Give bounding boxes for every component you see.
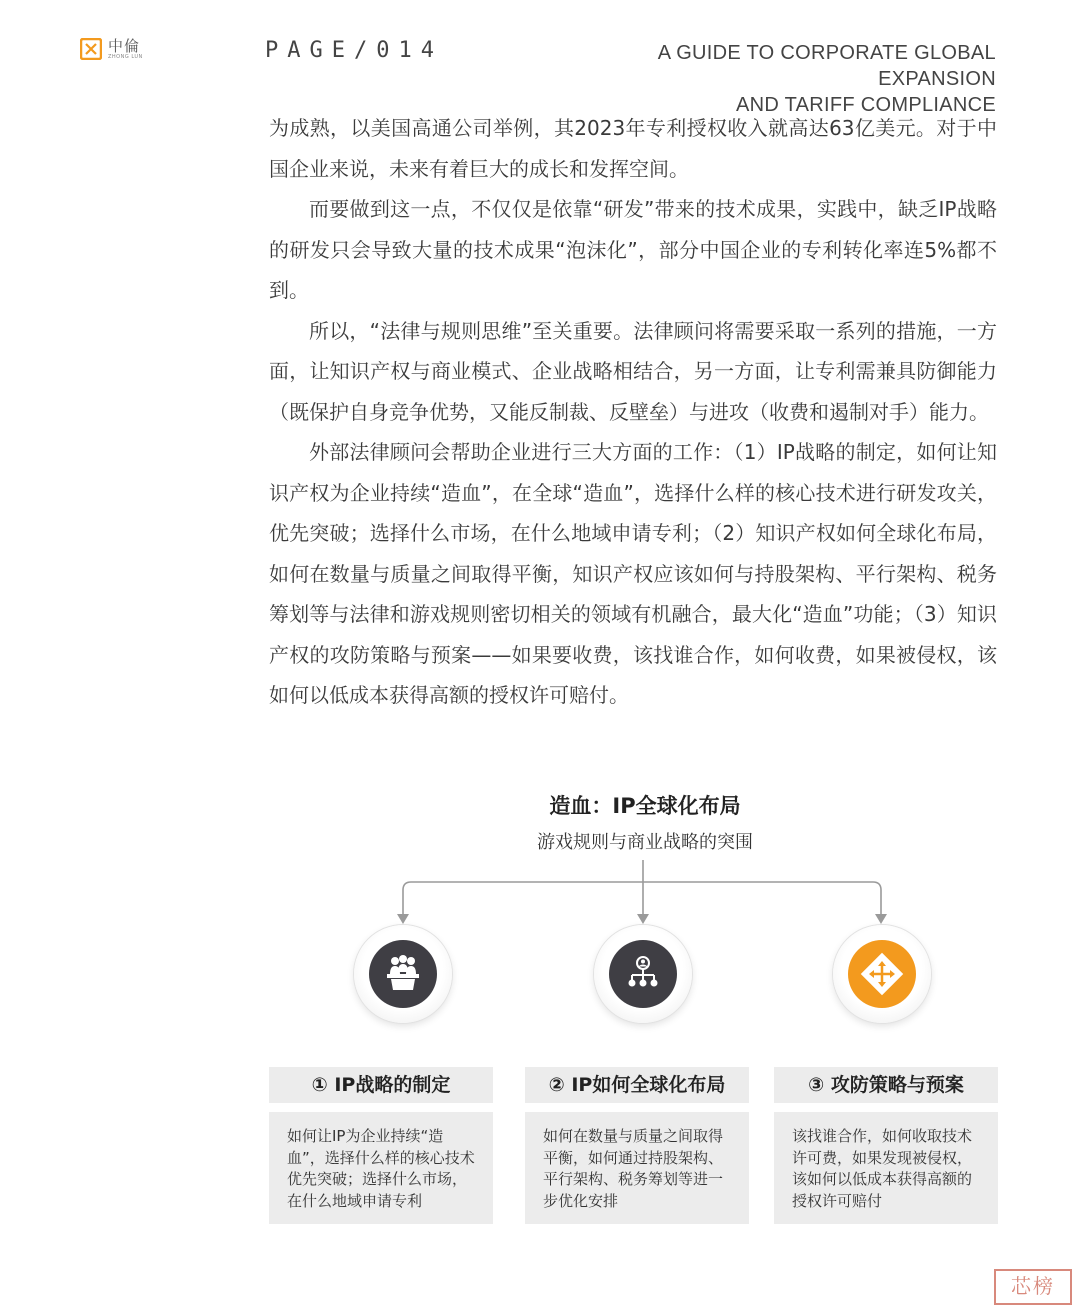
guide-title-line1: A GUIDE TO CORPORATE GLOBAL EXPANSION (657, 42, 996, 90)
paragraph-1: 而要做到这一点，不仅仅是依靠“研发”带来的技术成果，实践中，缺乏IP战略的研发只会导致大量的技术成果“泡沫化”，部分中国企业的专利转化率连5%都不到。 (269, 197, 997, 302)
circle-layout (594, 925, 692, 1023)
column-text-2: 如何在数量与质量之间取得平衡，如何通过持股架构、平行架构、税务筹划等进一步优化安排 (525, 1112, 749, 1224)
column-text-1: 如何让IP为企业持续“造血”，选择什么样的核心技术优先突破；选择什么市场，在什么地域申请专利 (269, 1112, 493, 1224)
circle-strategy (354, 925, 452, 1023)
column-heading-2: ② IP如何全球化布局 (525, 1067, 749, 1103)
column-heading-1: ① IP战略的制定 (269, 1067, 493, 1103)
logo-cn-text: 中倫 (108, 36, 141, 55)
logo-en-text: ZHONG LUN (108, 53, 143, 60)
meeting-podium-icon (381, 952, 425, 996)
strategy-arrows-icon (857, 949, 907, 999)
page-number: PAGE/014 (265, 38, 443, 63)
column-text-3: 该找谁合作，如何收取技术许可费，如果发现被侵权，该如何以低成本获得高额的授权许可赔付 (774, 1112, 998, 1224)
paragraph-0: 为成熟，以美国高通公司举例，其2023年专利授权收入就高达63亿美元。对于中国企业来说，未来有着巨大的成长和发挥空间。 (269, 116, 997, 181)
column-heading-3: ③ 攻防策略与预案 (774, 1067, 998, 1103)
diagram-title: 造血：IP全球化布局 (549, 794, 741, 818)
watermark-stamp: 芯榜 (994, 1269, 1072, 1305)
diagram-subtitle: 游戏规则与商业战略的突围 (537, 832, 753, 853)
circle-defense (833, 925, 931, 1023)
paragraph-3: 外部法律顾问会帮助企业进行三大方面的工作：（1）IP战略的制定，如何让知识产权为企业持续“造血”，在全球“造血”，选择什么样的核心技术进行研发攻关，优先突破；选择什么市场，在什么地域申请专利；（2）知识产权如何全球化布局，如何在数量与质量之间取得平衡，知识产权应该如何与持股架构、平行架构、税务筹划等与法律和游戏规则密切相关的领域有机融合，最大化“造血”功能；（3）知识产权的攻防策略与预案——如果要收费，该找谁合作，如何收费，如果被侵权，该如何以低成本获得高额的授权许可赔付。 (269, 440, 997, 707)
org-structure-icon (621, 952, 665, 996)
guide-title-line2: AND TARIFF COMPLIANCE (735, 94, 996, 116)
paragraph-2: 所以，“法律与规则思维”至关重要。法律顾问将需要采取一系列的措施，一方面，让知识产权与商业模式、企业战略相结合，另一方面，让专利需兼具防御能力（既保护自身竞争优势，又能反制裁、反壁垒）与进攻（收费和遏制对手）能力。 (269, 318, 997, 424)
